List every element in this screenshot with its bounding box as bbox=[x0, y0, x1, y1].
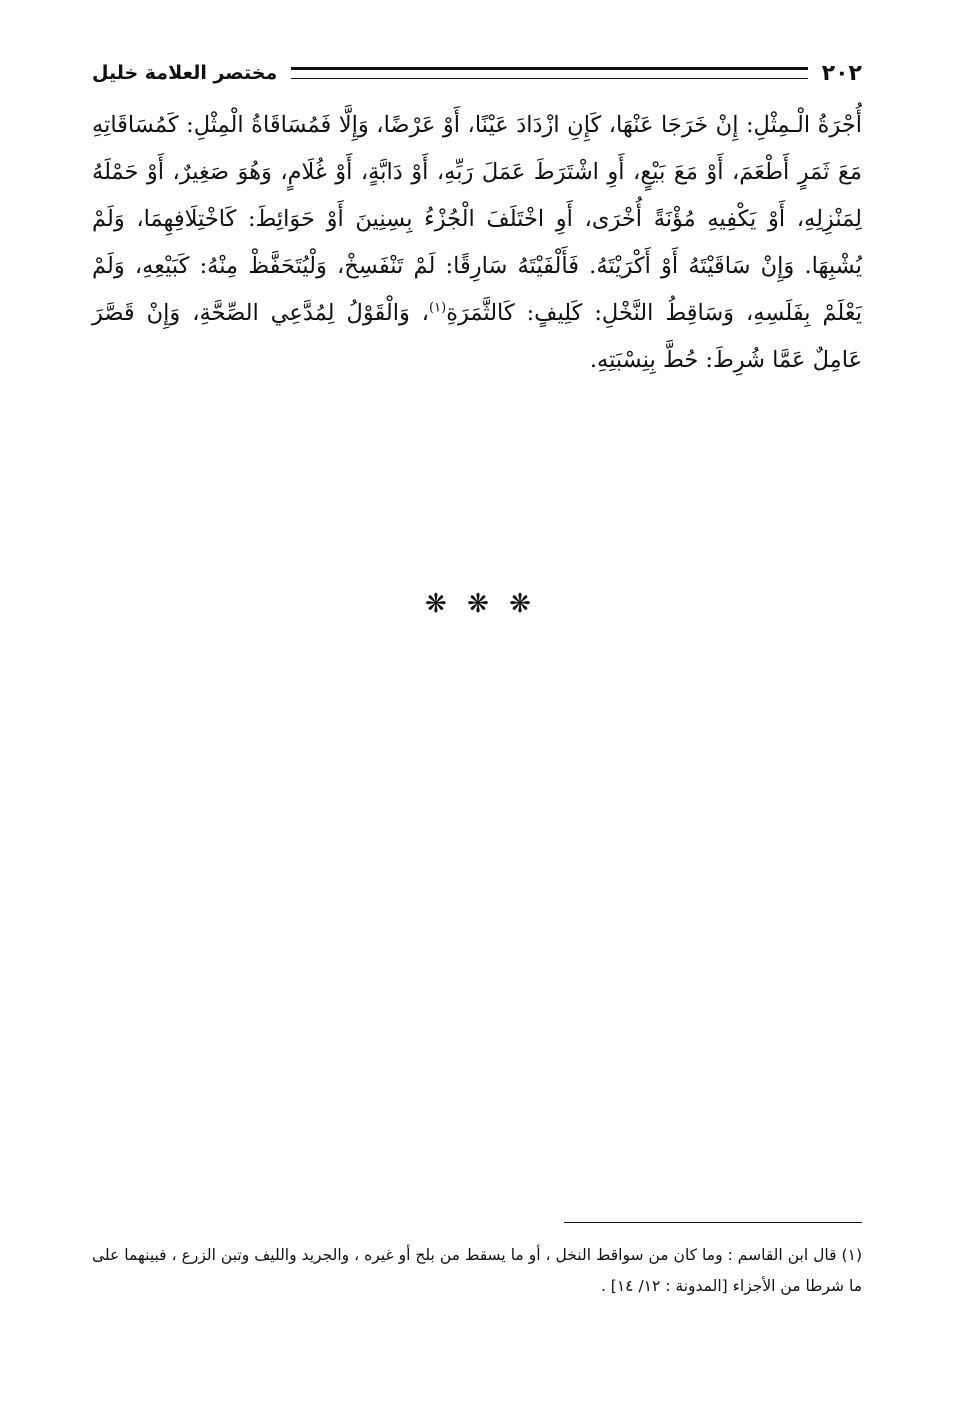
running-title: مختصر العلامة خليل bbox=[92, 62, 278, 84]
page-number: ٢٠٢ bbox=[821, 60, 862, 86]
page-header bbox=[92, 56, 862, 90]
main-text-part-1: أُجْرَةُ الْـمِثْلِ: إِنْ خَرَجَا عَنْهَا، كَإِنِ ازْدَادَ عَيْنًا، أَوْ عَرْضًا، وَإِلَّا فَمُسَاقَاةُ الْمِثْلِ: كَمُسَاقَاتِهِ مَعَ ثَمَرٍ أَطْعَمَ، أَوْ مَعَ بَيْعٍ، أَوِ اشْتَرَطَ عَمَلَ رَبِّهِ، أَوْ دَابَّةٍ، أَوْ غُلَامٍ، وَهُوَ صَغِيرٌ، أَوْ حَمْلَهُ لِمَنْزِلِهِ، أَوْ يَكْفِيهِ مُؤْنَةً أُخْرَى، أَوِ اخْتَلَفَ الْجُزْءُ بِسِنِينَ أَوْ حَوَائِطَ: كَاخْتِلَافِهِمَا، وَلَمْ يُشْبِهَا. وَإِنْ سَاقَيْتَهُ أَوْ أَكْرَيْتَهُ. فَأَلْفَيْتَهُ سَارِقًا: لَمْ تَنْفَسِخْ، وَلْيُتَحَفَّظْ مِنْهُ: كَبَيْعِهِ، وَلَمْ يَعْلَمْ بِفَلَسِهِ، وَسَاقِطُ النَّخْلِ: كَلِيفٍ: كَالثَّمَرَةِ bbox=[92, 112, 862, 326]
section-separator: ❋ ❋ ❋ bbox=[425, 589, 537, 619]
footnote-rule bbox=[564, 1222, 862, 1223]
footnote-reference[interactable]: (١) bbox=[429, 300, 447, 316]
main-text bbox=[92, 102, 862, 384]
header-rule bbox=[291, 67, 807, 79]
main-text-part-2: ، وَالْقَوْلُ لِمُدَّعِي الصِّحَّةِ، وَإِنْ قَصَّرَ عَامِلٌ عَمَّا شُرِطَ: حُطَّ بِنِسْبَتِهِ. bbox=[92, 300, 862, 373]
footnote-1: (١) قال ابن القاسم : وما كان من سواقط النخل ، أو ما يسقط من بلح أو غيره ، والجريد والليف وتبن الزرع ، فبينهما على ما شرطا من الأجزاء [المدونة : ١٢/ ١٤] . bbox=[92, 1246, 862, 1295]
